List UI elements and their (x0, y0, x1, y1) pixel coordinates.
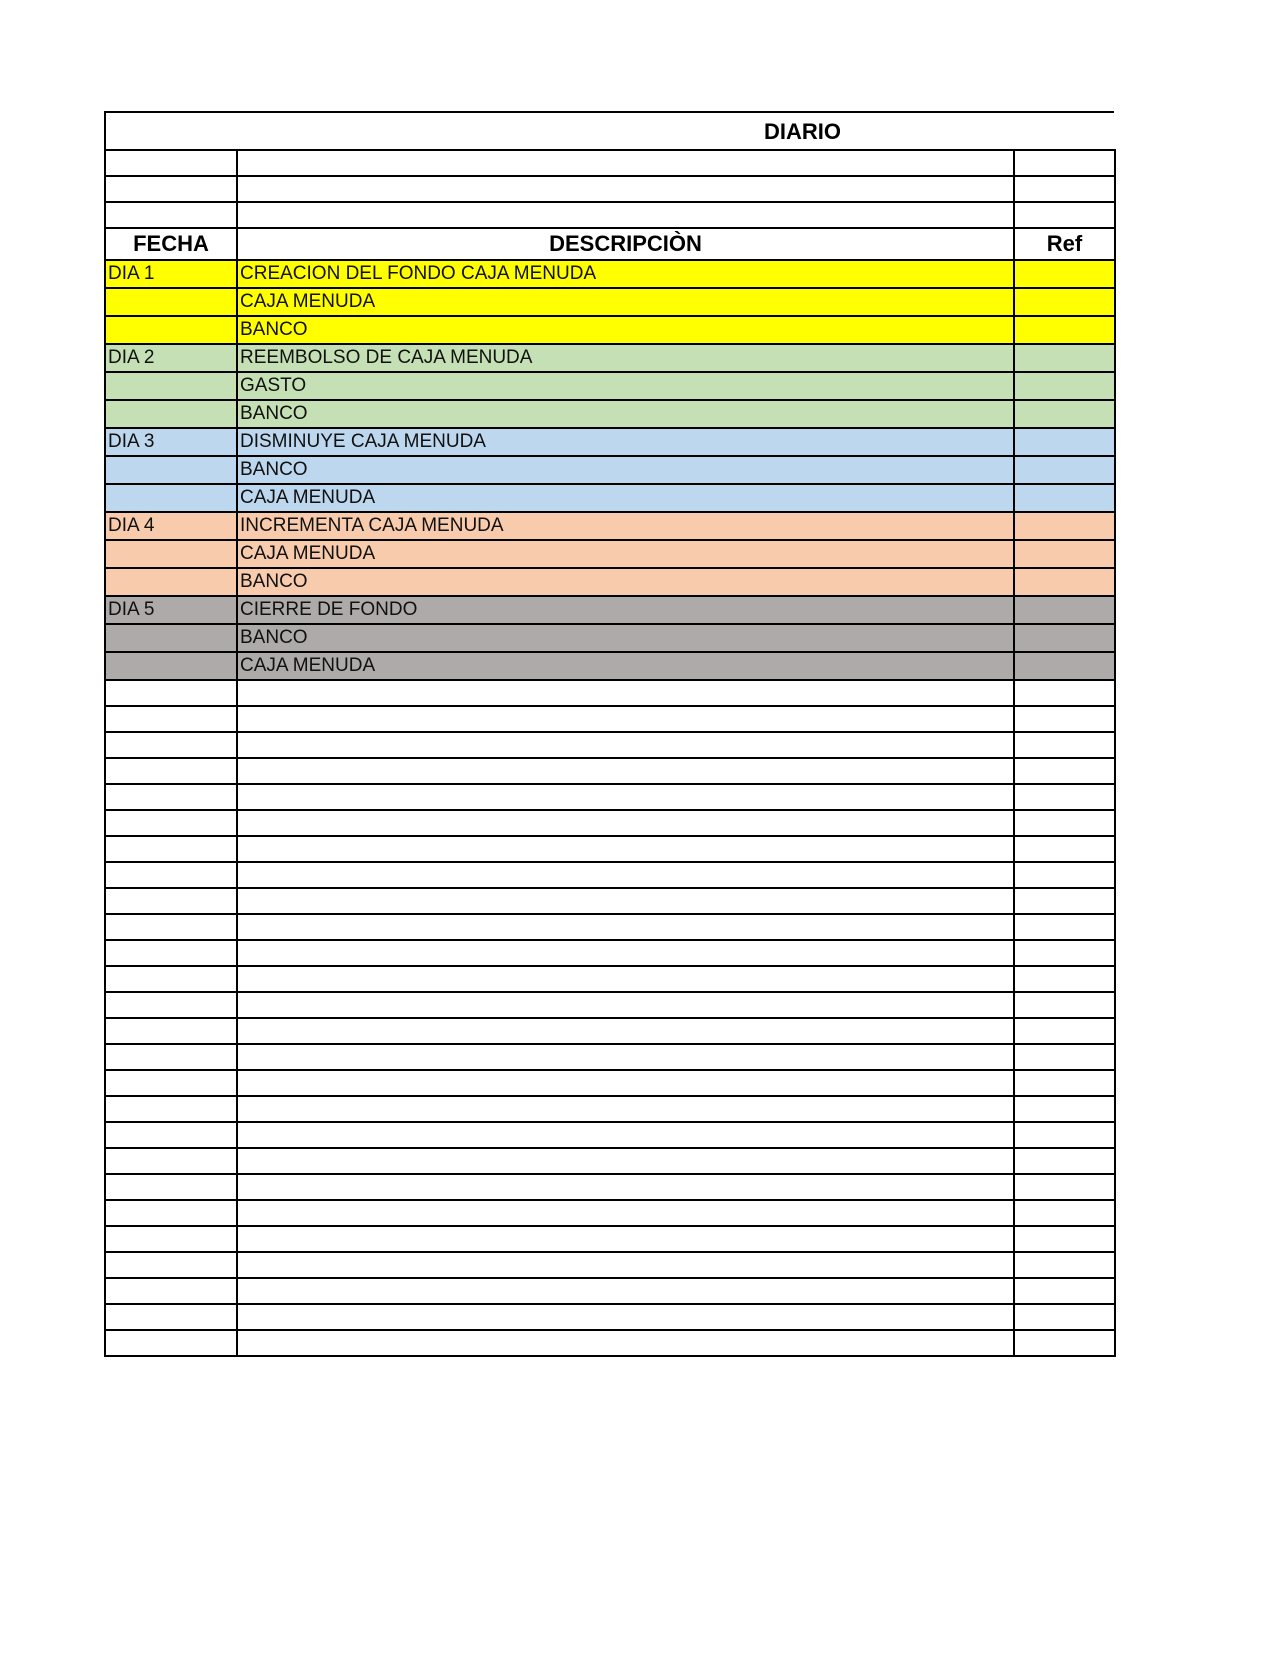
table-cell[interactable] (1014, 1018, 1115, 1044)
journal-table (104, 149, 1116, 1357)
table-cell[interactable] (105, 836, 237, 862)
table-cell[interactable] (237, 758, 1014, 784)
table-row (105, 484, 1115, 512)
table-cell[interactable] (237, 1018, 1014, 1044)
table-cell[interactable] (105, 150, 237, 176)
table-cell[interactable] (237, 966, 1014, 992)
table-cell[interactable] (1014, 1148, 1115, 1174)
table-cell[interactable] (1014, 176, 1115, 202)
table-cell[interactable] (105, 888, 237, 914)
fecha-cell[interactable]: DIA 4 (105, 512, 237, 540)
empty-row (105, 914, 1115, 940)
empty-row (105, 836, 1115, 862)
table-cell[interactable] (237, 784, 1014, 810)
table-cell[interactable] (237, 992, 1014, 1018)
ref-cell[interactable] (1014, 540, 1115, 568)
ref-cell[interactable] (1014, 400, 1115, 428)
table-cell[interactable] (1014, 150, 1115, 176)
table-cell[interactable] (105, 1278, 237, 1304)
table-cell[interactable] (105, 1252, 237, 1278)
header-descripcion[interactable]: DESCRIPCIÒN (237, 228, 1014, 260)
table-cell[interactable] (105, 1096, 237, 1122)
table-cell[interactable] (105, 1070, 237, 1096)
table-cell[interactable] (237, 1200, 1014, 1226)
table-cell[interactable] (105, 1174, 237, 1200)
table-cell[interactable] (105, 1122, 237, 1148)
table-cell[interactable] (105, 1018, 237, 1044)
empty-row (105, 1330, 1115, 1356)
table-cell[interactable] (105, 1226, 237, 1252)
fecha-cell[interactable] (105, 652, 237, 680)
table-cell[interactable] (237, 888, 1014, 914)
descripcion-cell[interactable]: BANCO (237, 316, 1014, 344)
table-cell[interactable] (237, 914, 1014, 940)
fecha-cell[interactable] (105, 400, 237, 428)
journal-table-body (105, 150, 1115, 1356)
empty-row (105, 706, 1115, 732)
empty-row (105, 1018, 1115, 1044)
table-cell[interactable] (1014, 1070, 1115, 1096)
spacer-row (105, 202, 1115, 228)
header-ref[interactable]: Ref (1014, 228, 1115, 260)
ref-cell[interactable] (1014, 624, 1115, 652)
descripcion-cell[interactable]: GASTO (237, 372, 1014, 400)
table-row (105, 344, 1115, 372)
table-cell[interactable] (105, 862, 237, 888)
ref-cell[interactable] (1014, 372, 1115, 400)
table-cell[interactable] (237, 1070, 1014, 1096)
ref-cell[interactable] (1014, 596, 1115, 624)
ref-cell[interactable] (1014, 344, 1115, 372)
ref-cell[interactable] (1014, 568, 1115, 596)
empty-row (105, 1252, 1115, 1278)
table-cell[interactable] (237, 1330, 1014, 1356)
table-cell[interactable] (1014, 888, 1115, 914)
table-cell[interactable] (1014, 706, 1115, 732)
fecha-cell[interactable]: DIA 3 (105, 428, 237, 456)
table-row (105, 456, 1115, 484)
empty-row (105, 940, 1115, 966)
ref-cell[interactable] (1014, 288, 1115, 316)
table-cell[interactable] (1014, 784, 1115, 810)
fecha-cell[interactable] (105, 316, 237, 344)
table-cell[interactable] (237, 150, 1014, 176)
ref-cell[interactable] (1014, 456, 1115, 484)
empty-row (105, 1278, 1115, 1304)
empty-row (105, 1304, 1115, 1330)
descripcion-cell[interactable]: DISMINUYE CAJA MENUDA (237, 428, 1014, 456)
empty-row (105, 810, 1115, 836)
table-cell[interactable] (237, 1044, 1014, 1070)
table-row (105, 316, 1115, 344)
empty-row (105, 1148, 1115, 1174)
journal-sheet (104, 111, 1114, 1357)
table-cell[interactable] (1014, 1226, 1115, 1252)
table-cell[interactable] (1014, 992, 1115, 1018)
table-cell[interactable] (237, 1122, 1014, 1148)
table-row (105, 428, 1115, 456)
table-cell[interactable] (1014, 940, 1115, 966)
table-cell[interactable] (105, 732, 237, 758)
table-row (105, 512, 1115, 540)
table-cell[interactable] (105, 914, 237, 940)
ref-cell[interactable] (1014, 512, 1115, 540)
empty-row (105, 992, 1115, 1018)
table-cell[interactable] (1014, 1174, 1115, 1200)
table-cell[interactable] (105, 940, 237, 966)
table-cell[interactable] (105, 202, 237, 228)
empty-row (105, 1096, 1115, 1122)
ref-cell[interactable] (1014, 428, 1115, 456)
empty-row (105, 1044, 1115, 1070)
ref-cell[interactable] (1014, 316, 1115, 344)
ref-cell[interactable] (1014, 652, 1115, 680)
fecha-cell[interactable] (105, 456, 237, 484)
header-fecha[interactable]: FECHA (105, 228, 237, 260)
table-cell[interactable] (1014, 1096, 1115, 1122)
empty-row (105, 888, 1115, 914)
empty-row (105, 1174, 1115, 1200)
table-cell[interactable] (237, 810, 1014, 836)
descripcion-cell[interactable]: BANCO (237, 568, 1014, 596)
table-cell[interactable] (1014, 758, 1115, 784)
ref-cell[interactable] (1014, 260, 1115, 288)
empty-row (105, 758, 1115, 784)
table-cell[interactable] (1014, 732, 1115, 758)
table-cell[interactable] (1014, 1044, 1115, 1070)
descripcion-cell[interactable]: BANCO (237, 456, 1014, 484)
header-row (105, 228, 1115, 260)
table-cell[interactable] (237, 862, 1014, 888)
table-row (105, 400, 1115, 428)
table-cell[interactable] (1014, 966, 1115, 992)
descripcion-cell[interactable]: CAJA MENUDA (237, 288, 1014, 316)
descripcion-cell[interactable]: BANCO (237, 624, 1014, 652)
table-row (105, 288, 1115, 316)
descripcion-cell[interactable]: CAJA MENUDA (237, 484, 1014, 512)
table-cell[interactable] (237, 940, 1014, 966)
sheet-title: DIARIO (764, 119, 841, 144)
empty-row (105, 966, 1115, 992)
table-row (105, 540, 1115, 568)
empty-row (105, 1226, 1115, 1252)
table-cell[interactable] (237, 1174, 1014, 1200)
table-cell[interactable] (1014, 1252, 1115, 1278)
table-cell[interactable] (237, 732, 1014, 758)
table-cell[interactable] (1014, 1330, 1115, 1356)
descripcion-cell[interactable]: REEMBOLSO DE CAJA MENUDA (237, 344, 1014, 372)
table-cell[interactable] (105, 784, 237, 810)
table-cell[interactable] (105, 1200, 237, 1226)
table-row (105, 624, 1115, 652)
table-cell[interactable] (105, 992, 237, 1018)
table-row (105, 568, 1115, 596)
table-cell[interactable] (1014, 914, 1115, 940)
table-cell[interactable] (105, 1304, 237, 1330)
fecha-cell[interactable] (105, 540, 237, 568)
table-cell[interactable] (237, 1148, 1014, 1174)
table-cell[interactable] (237, 176, 1014, 202)
table-cell[interactable] (1014, 836, 1115, 862)
table-cell[interactable] (105, 810, 237, 836)
table-cell[interactable] (105, 758, 237, 784)
table-cell[interactable] (105, 680, 237, 706)
fecha-cell[interactable] (105, 484, 237, 512)
table-cell[interactable] (237, 1096, 1014, 1122)
table-cell[interactable] (105, 966, 237, 992)
table-cell[interactable] (237, 680, 1014, 706)
table-cell[interactable] (237, 202, 1014, 228)
empty-row (105, 1122, 1115, 1148)
descripcion-cell[interactable]: CIERRE DE FONDO (237, 596, 1014, 624)
table-cell[interactable] (1014, 1122, 1115, 1148)
table-cell[interactable] (105, 1044, 237, 1070)
spacer-row (105, 150, 1115, 176)
table-cell[interactable] (1014, 680, 1115, 706)
table-cell[interactable] (237, 1252, 1014, 1278)
table-cell[interactable] (105, 176, 237, 202)
fecha-cell[interactable] (105, 624, 237, 652)
table-cell[interactable] (1014, 202, 1115, 228)
descripcion-cell[interactable]: CREACION DEL FONDO CAJA MENUDA (237, 260, 1014, 288)
empty-row (105, 732, 1115, 758)
table-row (105, 260, 1115, 288)
empty-row (105, 680, 1115, 706)
table-cell[interactable] (105, 1148, 237, 1174)
descripcion-cell[interactable]: CAJA MENUDA (237, 652, 1014, 680)
fecha-cell[interactable]: DIA 1 (105, 260, 237, 288)
table-cell[interactable] (237, 1304, 1014, 1330)
fecha-cell[interactable] (105, 288, 237, 316)
empty-row (105, 862, 1115, 888)
empty-row (105, 1070, 1115, 1096)
empty-row (105, 1200, 1115, 1226)
spacer-row (105, 176, 1115, 202)
table-cell[interactable] (237, 1226, 1014, 1252)
table-cell[interactable] (237, 836, 1014, 862)
table-cell[interactable] (1014, 1304, 1115, 1330)
table-row (105, 596, 1115, 624)
table-cell[interactable] (105, 706, 237, 732)
fecha-cell[interactable]: DIA 2 (105, 344, 237, 372)
empty-row (105, 784, 1115, 810)
ref-cell[interactable] (1014, 484, 1115, 512)
descripcion-cell[interactable]: CAJA MENUDA (237, 540, 1014, 568)
title-row (104, 111, 1114, 149)
fecha-cell[interactable] (105, 372, 237, 400)
fecha-cell[interactable]: DIA 5 (105, 596, 237, 624)
descripcion-cell[interactable]: BANCO (237, 400, 1014, 428)
table-cell[interactable] (1014, 810, 1115, 836)
table-cell[interactable] (105, 1330, 237, 1356)
table-cell[interactable] (237, 1278, 1014, 1304)
table-cell[interactable] (1014, 862, 1115, 888)
table-row (105, 652, 1115, 680)
descripcion-cell[interactable]: INCREMENTA CAJA MENUDA (237, 512, 1014, 540)
table-row (105, 372, 1115, 400)
fecha-cell[interactable] (105, 568, 237, 596)
table-cell[interactable] (1014, 1200, 1115, 1226)
table-cell[interactable] (237, 706, 1014, 732)
table-cell[interactable] (1014, 1278, 1115, 1304)
